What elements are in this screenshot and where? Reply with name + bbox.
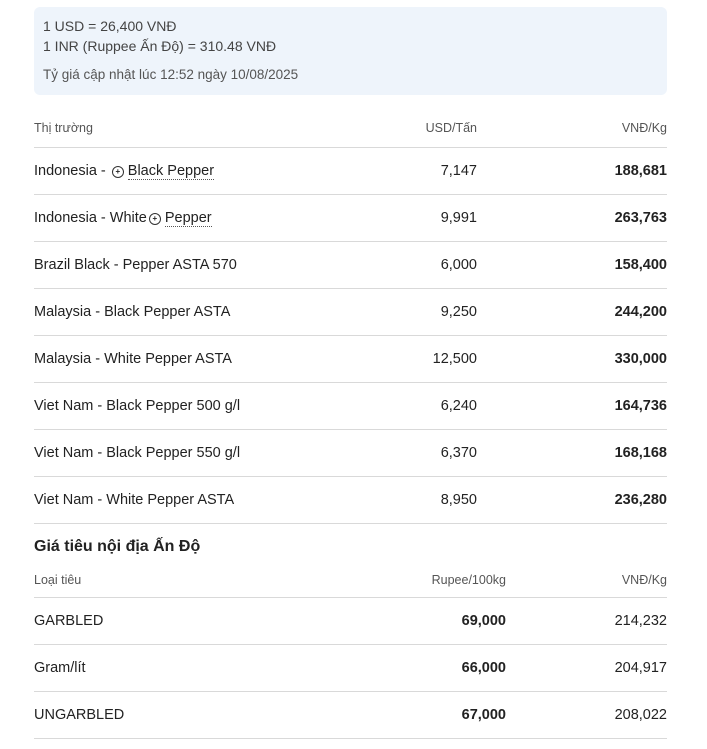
col-header-usd-ton: USD/Tấn: [364, 109, 477, 148]
rupee-value: 69,000: [364, 598, 506, 645]
vnd-value: 164,736: [477, 383, 667, 430]
inr-rate: 1 INR (Ruppee Ấn Độ) = 310.48 VNĐ: [43, 38, 277, 54]
usd-value: 6,000: [364, 242, 477, 289]
vnd-value: 208,022: [506, 692, 667, 739]
usd-rate: 1 USD = 26,400 VNĐ: [43, 18, 177, 34]
market-name: Brazil Black - Pepper ASTA 570: [34, 242, 364, 289]
usd-value: 6,370: [364, 430, 477, 477]
table-row: [34, 242, 667, 289]
table-header-row: [34, 109, 667, 148]
market-name: Viet Nam - White Pepper ASTA: [34, 477, 364, 524]
pepper-type: UNGARBLED: [34, 692, 364, 739]
usd-value: 9,991: [364, 195, 477, 242]
col-header-pepper-type: Loại tiêu: [34, 563, 364, 598]
vnd-value: 236,280: [477, 477, 667, 524]
usd-value: 9,250: [364, 289, 477, 336]
plus-circle-icon[interactable]: +: [112, 166, 124, 178]
usd-value: 8,950: [364, 477, 477, 524]
market-price-table: [34, 109, 667, 524]
vnd-value: 168,168: [477, 430, 667, 477]
usd-value: 6,240: [364, 383, 477, 430]
col-header-vnd-kg: VNĐ/Kg: [506, 563, 667, 598]
table-row: [34, 598, 667, 645]
vnd-value: 330,000: [477, 336, 667, 383]
vnd-value: 188,681: [477, 148, 667, 195]
rupee-value: 66,000: [364, 645, 506, 692]
usd-value: 7,147: [364, 148, 477, 195]
table-row: [34, 430, 667, 477]
india-section-title: Giá tiêu nội địa Ấn Độ: [34, 538, 201, 555]
rupee-value: 67,000: [364, 692, 506, 739]
table-row: [34, 383, 667, 430]
vnd-value: 214,232: [506, 598, 667, 645]
market-name-prefix: Indonesia -: [34, 163, 110, 179]
market-name: Viet Nam - Black Pepper 550 g/l: [34, 430, 364, 477]
usd-value: 12,500: [364, 336, 477, 383]
exchange-rate-box: [34, 7, 667, 95]
market-name-prefix: Indonesia - White: [34, 210, 147, 226]
table-row: [34, 289, 667, 336]
col-header-market: Thị trường: [34, 109, 364, 148]
market-name: Viet Nam - Black Pepper 500 g/l: [34, 383, 364, 430]
vnd-value: 244,200: [477, 289, 667, 336]
col-header-rupee: Rupee/100kg: [364, 563, 506, 598]
table-row: [34, 148, 667, 195]
pepper-type: GARBLED: [34, 598, 364, 645]
india-price-table: [34, 563, 667, 739]
table-row: [34, 477, 667, 524]
plus-circle-icon[interactable]: +: [149, 213, 161, 225]
market-name: Malaysia - White Pepper ASTA: [34, 336, 364, 383]
rate-updated-time: Tỷ giá cập nhật lúc 12:52 ngày 10/08/2025: [43, 67, 299, 82]
vnd-value: 263,763: [477, 195, 667, 242]
vnd-value: 158,400: [477, 242, 667, 289]
market-name: [34, 148, 364, 195]
table-row: [34, 645, 667, 692]
market-name: Malaysia - Black Pepper ASTA: [34, 289, 364, 336]
market-name-link[interactable]: Pepper: [164, 210, 212, 226]
table-row: [34, 692, 667, 739]
col-header-vnd-kg: VNĐ/Kg: [477, 109, 667, 148]
table-row: [34, 195, 667, 242]
table-row: [34, 336, 667, 383]
market-name-link[interactable]: Black Pepper: [127, 163, 215, 179]
market-name: [34, 195, 364, 242]
table-header-row: [34, 563, 667, 598]
vnd-value: 204,917: [506, 645, 667, 692]
pepper-type: Gram/lít: [34, 645, 364, 692]
